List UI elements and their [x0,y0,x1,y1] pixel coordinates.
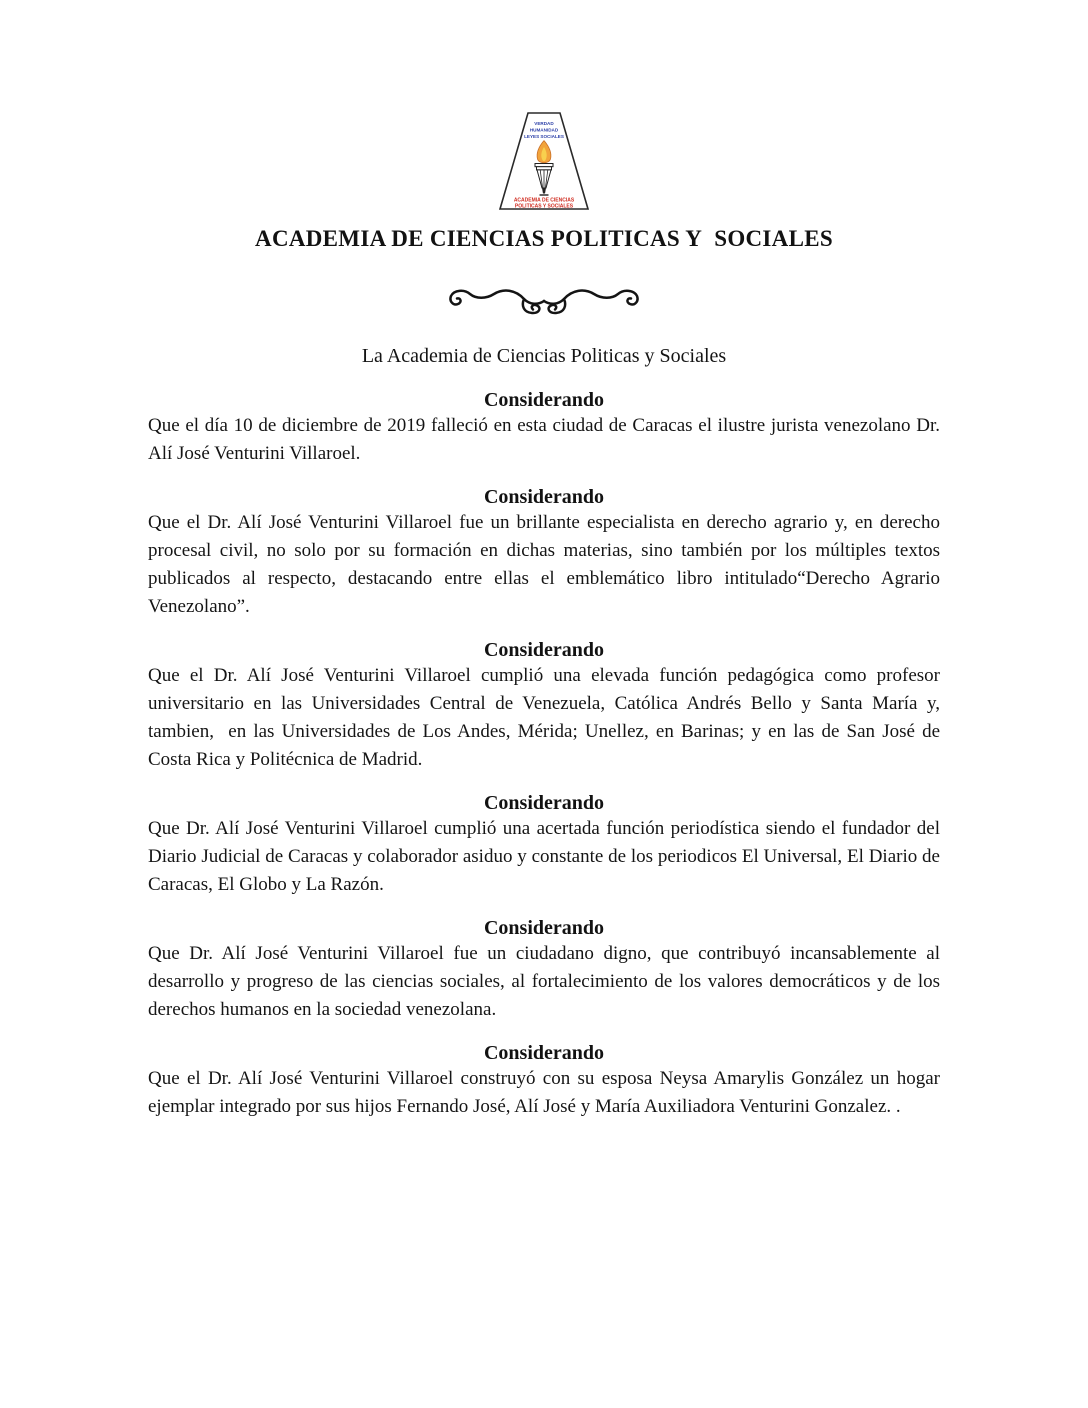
seal-name-line-2: POLITICAS Y SOCIALES [514,203,574,210]
considerando-section-6 [148,1041,940,1121]
torch-seal-icon [498,112,590,210]
flourish-divider-icon [433,279,655,320]
considerando-section-3 [148,638,940,774]
document-body [148,0,940,1121]
academy-seal [498,112,590,215]
flourish-left-half [450,291,544,313]
section-paragraph: Que el Dr. Alí José Venturini Villaroel fue un brillante especialista en derecho agrario y, en derecho procesal civil, no solo por su formación en dichas materias, sino también por los múltiples textos publicados al respecto, destacando entre ellas el emblemático libro intitulado“Derecho Agrario Venezolano”. [148,512,940,617]
section-heading: Considerando [483,1042,605,1064]
considerando-section-2 [148,485,940,621]
seal-motto-line-1: VERDAD [534,121,554,126]
section-paragraph: Que Dr. Alí José Venturini Villaroel cumplió una acertada función periodística siendo el fundador del Diario Judicial de Caracas y colaborador asiduo y constante de los periodicos El Universal, El Diario de Caracas, El Globo y La Razón. [148,818,940,895]
seal-name-line-1: ACADEMIA DE CIENCIAS [513,197,575,204]
section-paragraph: Que el Dr. Alí José Venturini Villaroel construyó con su esposa Neysa Amarylis González un hogar ejemplar integrado por sus hijos Fernando José, Alí José y María Auxiliadora Venturini Gonzalez. . [148,1068,940,1117]
seal-motto-line-2: HUMANIDAD [529,127,559,133]
flourish-swirl-icon [433,279,655,315]
section-heading: Considerando [483,389,605,411]
section-heading: Considerando [483,486,605,508]
considerando-section-5 [148,916,940,1024]
considerando-section-1 [148,388,940,468]
considerando-section-4 [148,791,940,899]
document-subtitle: La Academia de Ciencias Politicas y Sociales [361,345,727,367]
flourish-right-half [544,291,638,313]
section-heading: Considerando [483,917,605,939]
section-heading: Considerando [483,639,605,661]
section-paragraph: Que Dr. Alí José Venturini Villaroel fue un ciudadano digno, que contribuyó incansablemente al desarrollo y progreso de las ciencias sociales, al fortalecimiento de los valores democráticos y de los derechos humanos en la sociedad venezolana. [148,943,940,1020]
section-paragraph: Que el día 10 de diciembre de 2019 falleció en esta ciudad de Caracas el ilustre jurista venezolano Dr. Alí José Venturini Villaroel. [148,415,940,464]
section-heading: Considerando [483,792,605,814]
page-title: ACADEMIA DE CIENCIAS POLITICAS Y SOCIALES [255,226,833,251]
seal-motto-line-3: LEYES SOCIALES [524,134,564,140]
section-paragraph: Que el Dr. Alí José Venturini Villaroel cumplió una elevada función pedagógica como profesor universitario en las Universidades Central de Venezuela, Católica Andrés Bello y Santa María y, tambien, en las Universidades de Los Andes, Mérida; Unellez, en Barinas; y en las de San José de Costa Rica y Politécnica de Madrid. [148,665,940,770]
